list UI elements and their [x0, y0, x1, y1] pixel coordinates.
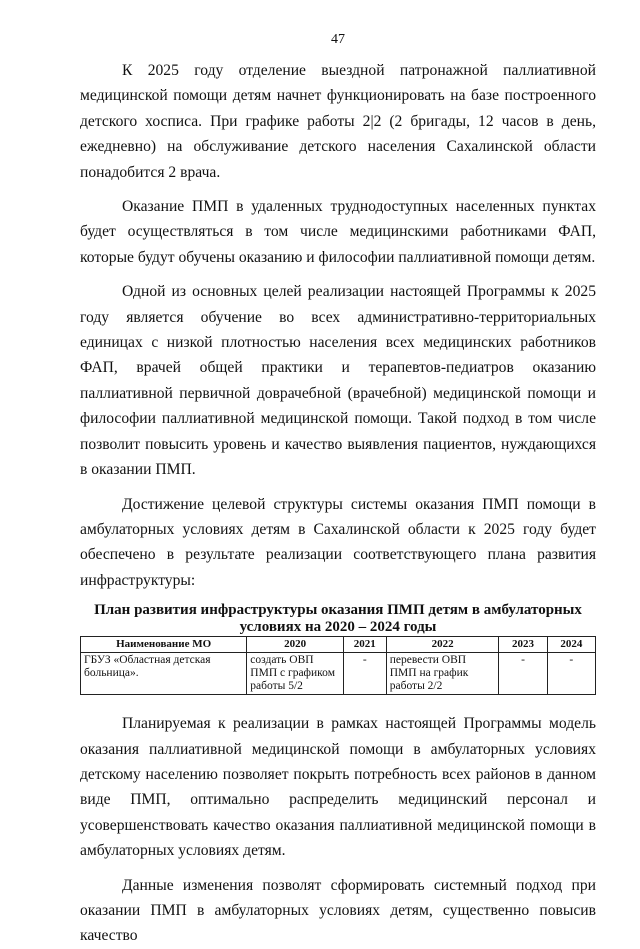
- header-2021: 2021: [343, 637, 386, 653]
- infrastructure-plan-table: [80, 636, 596, 695]
- paragraph: Достижение целевой структуры системы оказания ПМП помощи в амбулаторных условиях детям в Сахалинской области к 2025 году будет обеспечено в результате реализации соответствующего плана развития инфраструктуры:: [80, 495, 596, 589]
- paragraph: К 2025 году отделение выездной патронажной паллиативной медицинской помощи детям начнет функционировать на базе построенного детского хосписа. При графике работы 2|2 (2 бригады, 12 часов в день, ежедневно) на обслуживание детского населения Сахалинской области понадобится 2 врача.: [80, 62, 596, 181]
- paragraph: Данные изменения позволят сформировать системный подход при оказании ПМП в амбулаторных условиях детям, существенно повысив качество: [80, 876, 596, 945]
- header-2024: 2024: [547, 637, 595, 653]
- table-row: [81, 653, 596, 695]
- paragraph: Планируемая к реализации в рамках настоящей Программы модель оказания паллиативной медицинской помощи в амбулаторных условиях детскому населению позволяет покрыть потребность всех районов в данном виде ПМП, оптимально распределить медицинский персонал и усовершенствовать качество оказания паллиативной медицинской помощи в амбулаторных условиях детям.: [80, 715, 596, 860]
- cell-2024: -: [547, 653, 595, 695]
- table-header-row: [81, 637, 596, 653]
- header-mo: Наименование МО: [81, 637, 247, 653]
- cell-mo: ГБУЗ «Областная детская больница».: [81, 653, 247, 695]
- paragraph: Оказание ПМП в удаленных труднодоступных населенных пунктах будет осуществляться в том числе медицинскими работниками ФАП, которые будут обучены оказанию и философии паллиативной помощи детям.: [80, 198, 596, 266]
- paragraph: Одной из основных целей реализации настоящей Программы к 2025 году является обучение во всех административно-территориальных единицах с низкой плотностью населения всех медицинских работников ФАП, врачей общей практики и терапевтов-педиатров оказанию паллиативной первичной доврачебной (врачебной) медицинской помощи и философии паллиативной медицинской помощи. Такой подход в том числе позволит повысить уровень и качество выявления пациентов, нуждающихся в оказании ПМП.: [80, 283, 596, 479]
- page-number: 47: [331, 32, 345, 47]
- cell-2020: создать ОВП ПМП с графиком работы 5/2: [247, 653, 344, 695]
- header-2020: 2020: [247, 637, 344, 653]
- header-2022: 2022: [386, 637, 499, 653]
- header-2023: 2023: [499, 637, 547, 653]
- table-title: План развития инфраструктуры оказания ПМП детям в амбулаторных условиях на 2020 – 2024 годы: [94, 602, 582, 636]
- cell-2023: -: [499, 653, 547, 695]
- cell-2022: перевести ОВП ПМП на график работы 2/2: [386, 653, 499, 695]
- cell-2021: -: [343, 653, 386, 695]
